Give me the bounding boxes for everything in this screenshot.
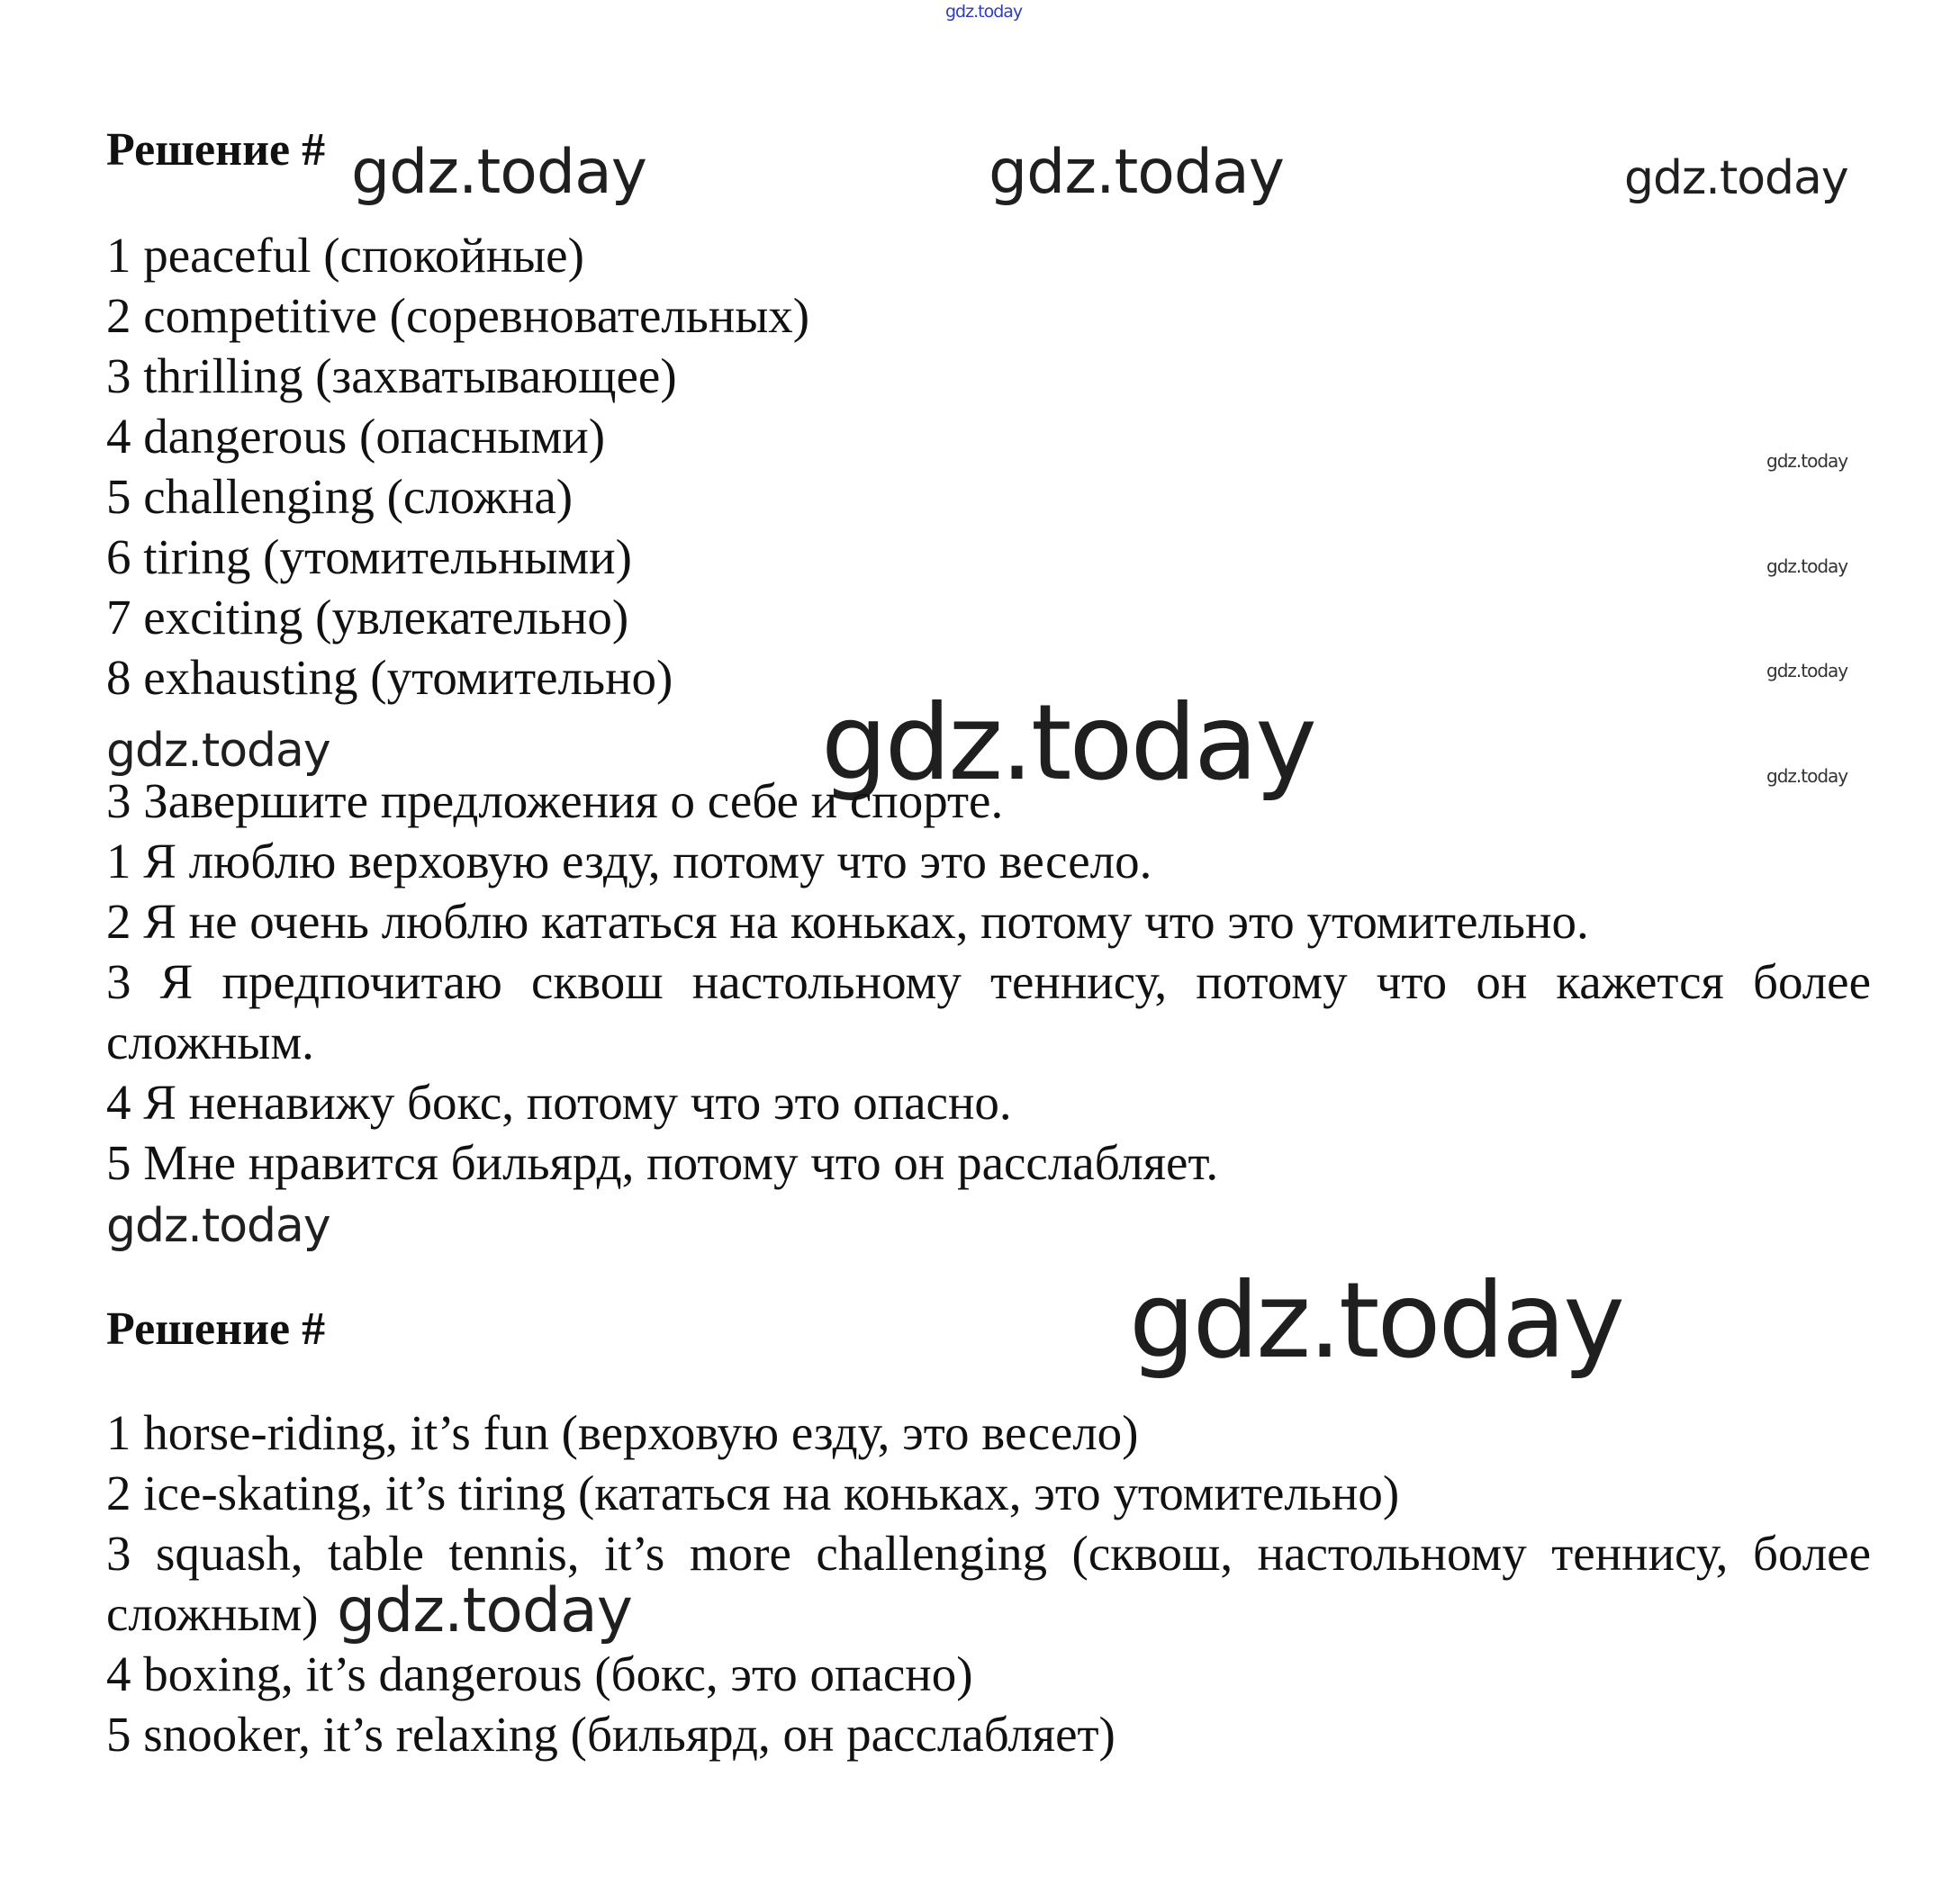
answer-item: 8 exhausting (утомительно)	[106, 650, 673, 705]
answer-item-continuation: сложным)	[106, 1586, 319, 1641]
task-sentence: 4 Я ненавижу бокс, потому что это опасно.	[106, 1075, 1012, 1130]
solution-heading-2: Решение #	[106, 1303, 326, 1355]
answer-item: 3 squash, table tennis, it’s more challenging (сквош, настольному теннису, более	[106, 1526, 1871, 1581]
answer-item: 6 tiring (утомительными)	[106, 529, 632, 584]
answer-item: 3 thrilling (захватывающее)	[106, 348, 677, 403]
watermark: gdz.today	[1129, 1260, 1622, 1382]
answer-item: 2 competitive (соревновательных)	[106, 288, 810, 343]
task-sentence: 2 Я не очень люблю кататься на коньках, потому что это утомительно.	[106, 894, 1589, 949]
solution-heading-1: Решение #	[106, 124, 326, 176]
answer-item: 1 horse-riding, it’s fun (верховую езду, это весело)	[106, 1405, 1139, 1460]
watermark: gdz.today	[106, 1199, 330, 1253]
watermark: gdz.today	[1624, 151, 1848, 205]
task-sentence-continuation: сложным.	[106, 1015, 314, 1069]
watermark: gdz.today	[1766, 765, 1848, 787]
top-watermark: gdz.today	[945, 2, 1023, 22]
answer-item: 2 ice-skating, it’s tiring (кататься на коньках, это утомительно)	[106, 1466, 1400, 1520]
answer-item: 1 peaceful (спокойные)	[106, 228, 584, 283]
task-sentence: 5 Мне нравится бильярд, потому что он расслабляет.	[106, 1135, 1219, 1190]
task-sentence: 3 Я предпочитаю сквош настольному теннису, потому что он кажется более	[106, 954, 1871, 1009]
watermark: gdz.today	[1766, 660, 1848, 681]
answer-item: 5 challenging (сложна)	[106, 469, 574, 524]
task-instruction: 3 Завершите предложения о себе и спорте.	[106, 773, 1004, 828]
watermark: gdz.today	[351, 137, 646, 208]
answer-item: 5 snooker, it’s relaxing (бильярд, он расслабляет)	[106, 1707, 1115, 1762]
task-sentence: 1 Я люблю верховую езду, потому что это весело.	[106, 834, 1152, 888]
watermark: gdz.today	[821, 682, 1314, 804]
watermark: gdz.today	[989, 137, 1284, 208]
answer-item: 4 boxing, it’s dangerous (бокс, это опасно)	[106, 1646, 973, 1701]
watermark: gdz.today	[106, 724, 330, 778]
answer-item: 4 dangerous (опасными)	[106, 409, 606, 464]
watermark: gdz.today	[337, 1575, 632, 1646]
answer-item: 7 exciting (увлекательно)	[106, 590, 629, 645]
watermark: gdz.today	[1766, 555, 1848, 577]
watermark: gdz.today	[1766, 450, 1848, 472]
